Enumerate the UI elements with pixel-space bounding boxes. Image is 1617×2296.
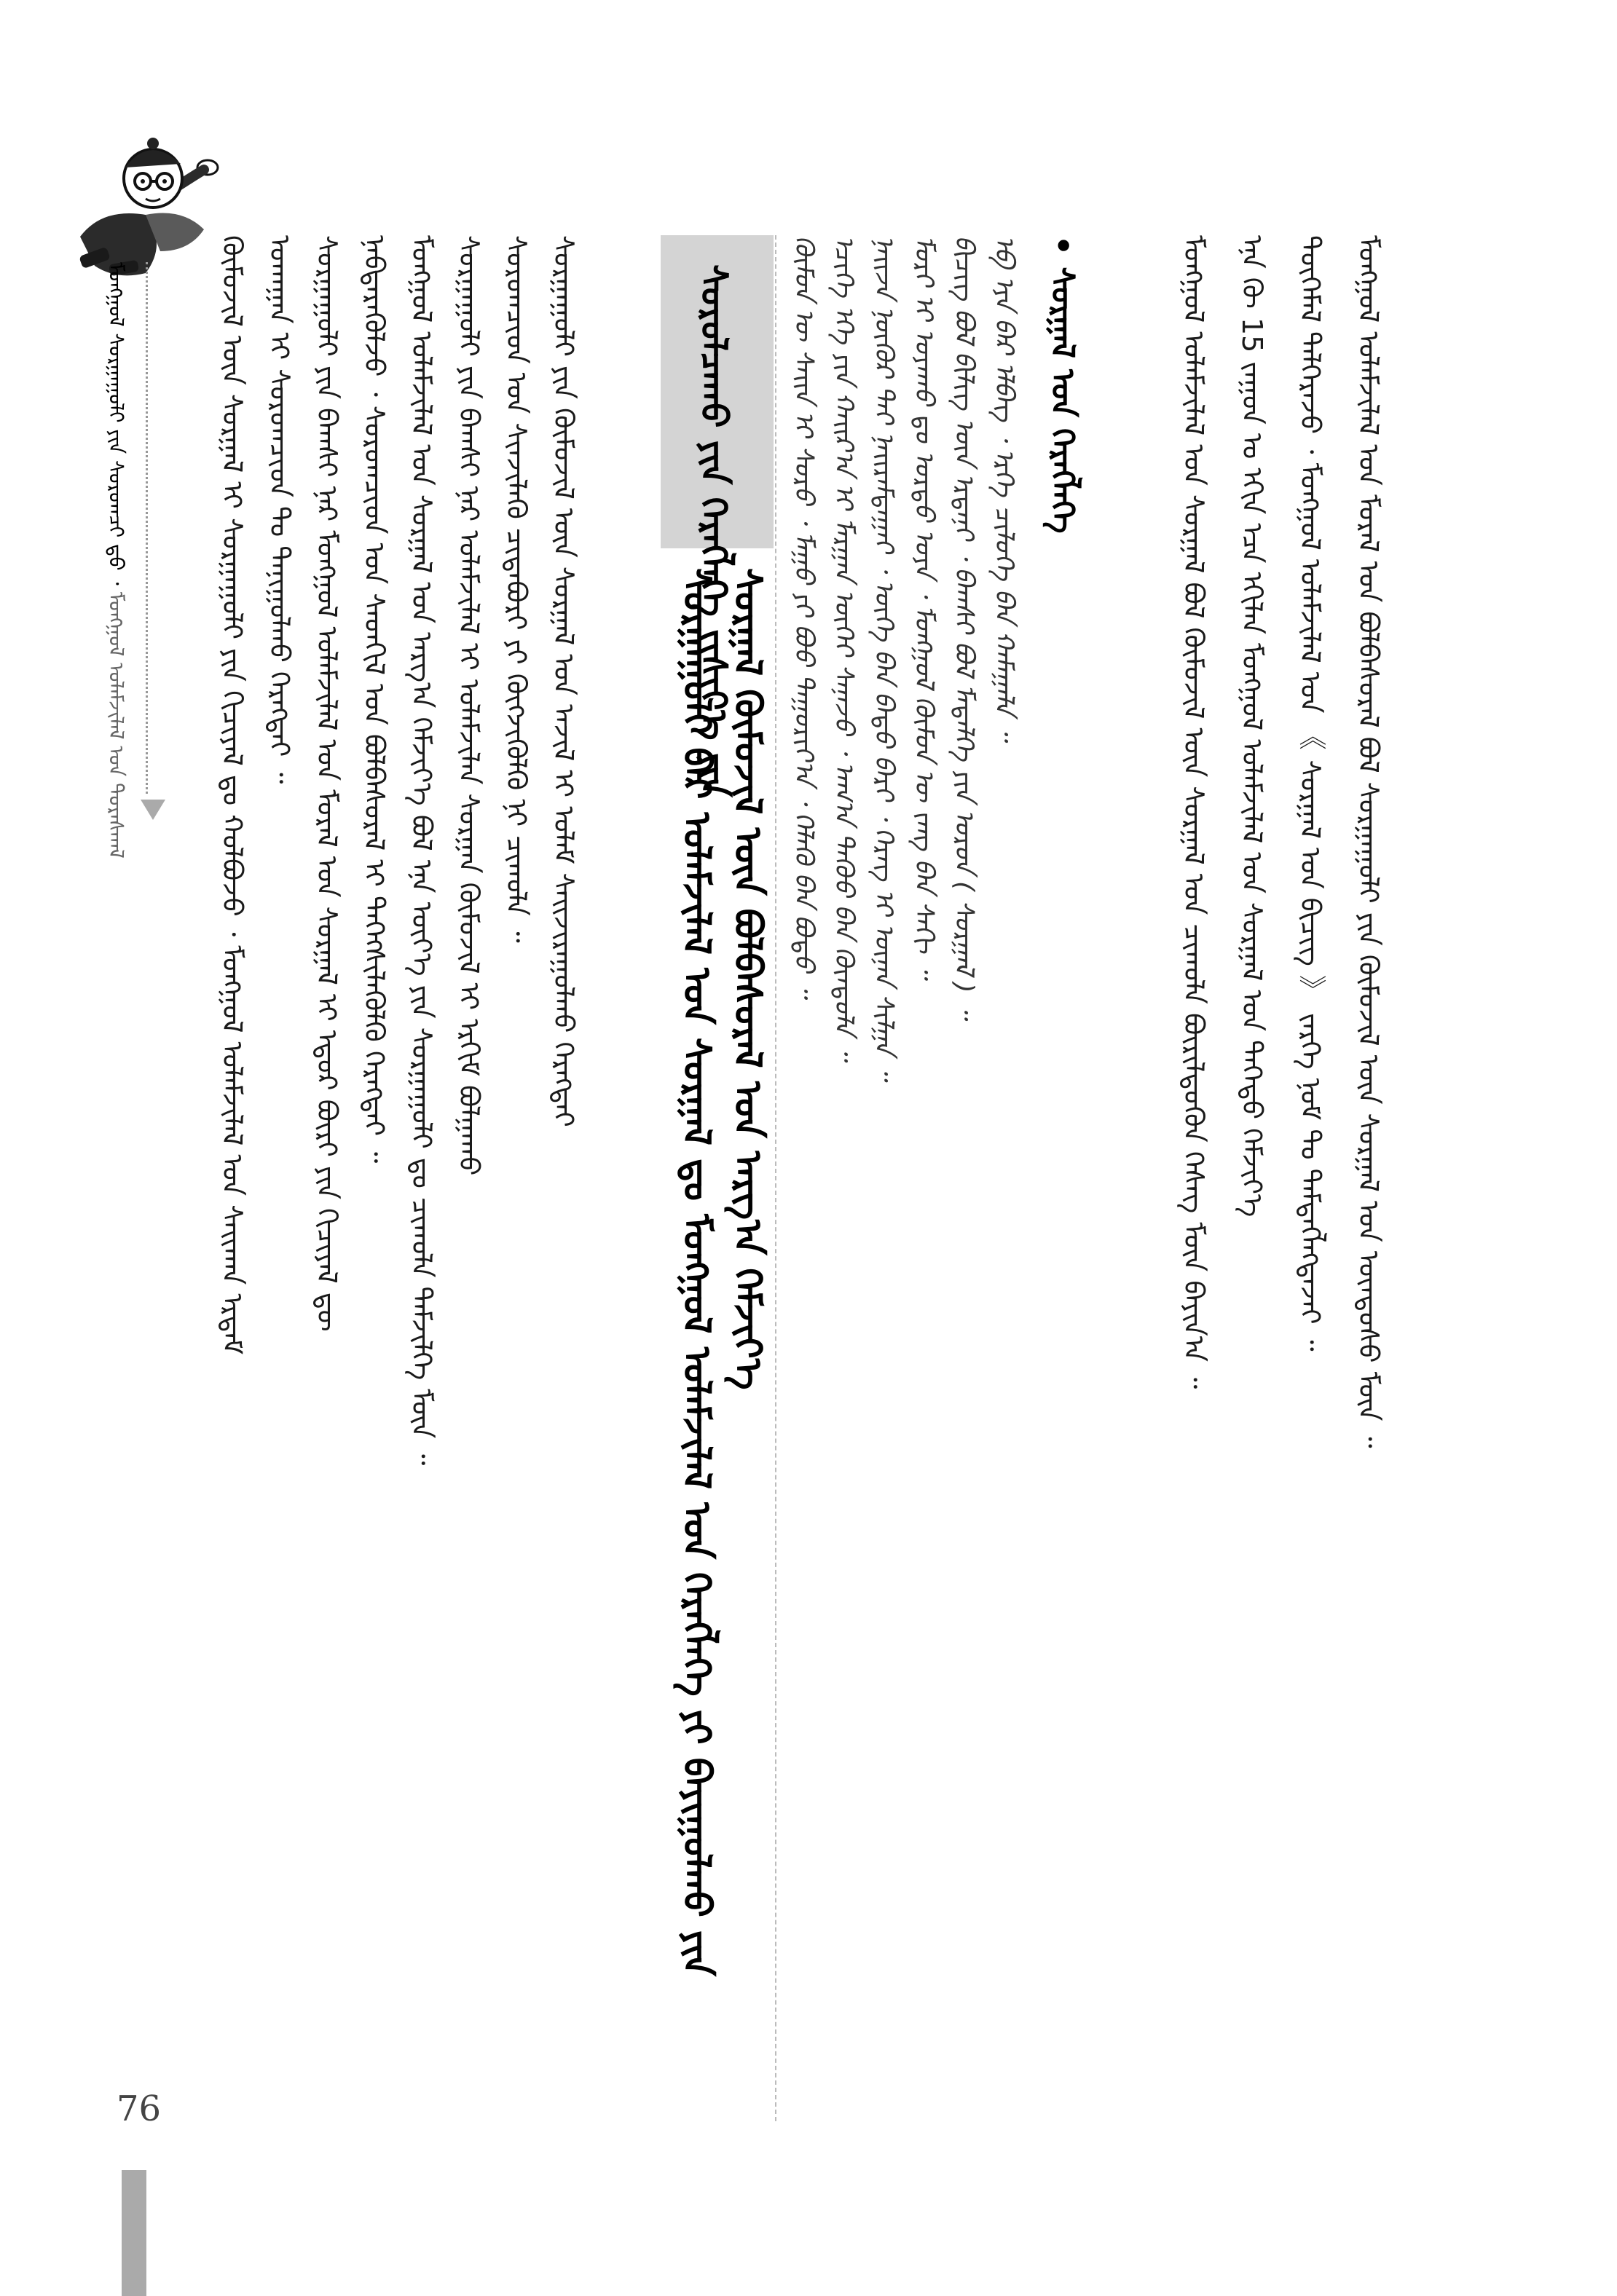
running-head-chapter: ᠮᠣᠩᠭᠣᠯ ᠤᠯᠠᠮᠵᠢᠯᠠᠯ ᠤᠨ ᠳᠤᠷᠠᠰᠬᠠᠯ <box>104 591 128 859</box>
body-right-line-2: ᠡᠨᠡ ᠬᠦ 15 ᠵᠠᠭᠤᠨ ᠤ ᠡᠬᠢᠨ ᠡᠴᠡ ᠡᠬᠢᠯᠡᠨ ᠮᠣᠩᠭᠣᠯ ᠤᠯᠠᠮᠵᠢᠯᠠᠯ ᠤᠨ ᠰᠤᠷᠭᠠᠯ ᠤᠨ ᠳᠡᠭᠡᠳᠦ ᠬᠡᠮᠵᠢᠶ᠎ᠡ <box>1236 235 1268 1218</box>
section-heading: • ᠰᠤᠷᠭᠠᠯ ᠤᠨ ᠬᠡᠷᠡᠭᠯᠡᠭᠡ <box>1044 235 1081 534</box>
body-left-line-6: ᠰᠤᠷᠭᠠᠭᠤᠯᠢ ᠶᠢᠨ ᠪᠠᠭᠰᠢ ᠨᠠᠷ ᠤᠯᠠᠮᠵᠢᠯᠠᠯ ᠢ ᠤᠯᠠᠮᠵᠢᠯᠠᠨ ᠰᠤᠷᠭᠠᠨ ᠬᠥᠮᠦᠵᠢᠯ ᠢ ᠡᠷᠬᠢᠮ ᠪᠣᠯᠭᠠᠬᠤ <box>453 235 485 1176</box>
running-head <box>98 262 134 859</box>
verse-line-1: ᠬᠦᠮᠦᠨ ᠦ ᠰᠠᠢᠨ ᠢ ᠰᠤᠷᠤ ᠂ ᠮᠠᠭᠤ ᠶᠢ ᠪᠤᠤ ᠳᠠᠭᠤᠷᠢᠶ᠎ᠠ ᠂ ᠬᠡᠯᠡᠬᠦ ᠪᠡᠨ ᠪᠣᠳᠣ ᠃ <box>789 235 819 998</box>
body-left-line-3: ᠰᠤᠷᠭᠠᠭᠤᠯᠢ ᠶᠢᠨ ᠪᠠᠭᠰᠢ ᠨᠠᠷ ᠮᠣᠩᠭᠣᠯ ᠤᠯᠠᠮᠵᠢᠯᠠᠯ ᠤᠨ ᠮᠣᠷᠠᠯ ᠤᠨ ᠰᠤᠷᠭᠠᠯ ᠢ ᠡᠳᠦᠷ ᠪᠦᠷᠢ ᠶᠢᠨ ᠬᠢᠴᠢᠶᠡᠯ ᠳᠦ <box>311 235 343 1332</box>
verse-separator-line <box>775 235 776 2121</box>
verse-line-5: ᠪᠢᠴᠢᠭ ᠪᠣᠯ ᠪᠢᠯᠢᠭ ᠦᠨ ᠡᠷᠳᠡᠨᠢ ᠂ ᠪᠠᠭᠰᠢ ᠪᠣᠯ ᠮᠡᠳᠡᠯᠭᠡ ᠶᠢᠨ ᠣᠷᠣᠨ ( ᠰᠤᠷᠭᠠᠯ ) ᠃ <box>949 235 979 1019</box>
running-head-book: ᠮᠣᠩᠭᠣᠯ ᠰᠤᠷᠭᠠᠭᠤᠯᠢ ᠶᠢᠨ ᠰᠤᠷᠤᠭᠴᠢ ᠳ᠋ᠤ ᠂ <box>104 262 128 585</box>
margin-dotted-line <box>146 262 148 794</box>
verse-line-3: ᠨᠠᠢᠵᠠ ᠨᠥᠬᠦᠷ ᠲᠠᠢ ᠨᠠᠢᠷᠠᠮᠳᠠᠭᠠᠢ ᠂ ᠦᠭᠡ ᠪᠡᠨ ᠪᠠᠲᠤ ᠪᠠᠷᠢ ᠂ ᠬᠡᠷᠡᠭ ᠢ ᠦᠨᠡᠨ ᠰᠢᠯᠭᠠ ᠃ <box>869 235 899 1080</box>
body-left-line-1: ᠬᠦᠮᠦᠵᠢᠯ ᠦᠨ ᠰᠤᠷᠭᠠᠯ ᠢ ᠰᠤᠷᠭᠠᠭᠤᠯᠢ ᠶᠢᠨ ᠬᠢᠴᠢᠶᠡᠯ ᠳᠤ ᠬᠣᠯᠪᠣᠵᠤ ᠂ ᠮᠣᠩᠭᠣᠯ ᠤᠯᠠᠮᠵᠢᠯᠠᠯ ᠤᠨ ᠰᠠᠢᠬᠠᠨ ᠡᠷᠳᠡᠮ <box>216 235 248 1355</box>
body-right-line-3: ᠲᠦᠭᠡᠮᠡᠯ ᠳᠡᠯᠭᠡᠷᠡᠵᠦ ᠂ ᠮᠣᠩᠭᠣᠯ ᠤᠯᠠᠮᠵᠢᠯᠠᠯ ᠤᠨ 《 ᠰᠤᠷᠭᠠᠯ ᠤᠨ ᠪᠢᠴᠢᠭ 》 ᠵᠡᠷᠭᠡ ᠨᠣᠮ ᠲᠤ ᠲᠡᠮᠳᠡᠭᠯᠡᠭᠳᠡᠵᠡᠢ ᠃ <box>1294 235 1326 1352</box>
body-left-line-2: ᠤᠬᠠᠭᠠᠨ ᠢ ᠰᠤᠷᠤᠭᠴᠢᠳ ᠲᠤ ᠲᠠᠨᠢᠭᠤᠯᠬᠤ ᠬᠡᠷᠡᠭᠲᠡᠢ ᠃ <box>264 235 296 784</box>
page-edge-bar <box>122 2170 146 2296</box>
section-tag-label: ᠰᠤᠷᠤᠯᠴᠠᠬᠤ ᠶᠢᠨ ᠬᠡᠷᠡᠭᠯᠡᠭᠡ ᠵᠢᠱᠢᠶ᠎ᠡ ᠶᠢᠨ <box>693 264 735 797</box>
margin-triangle-marker <box>141 800 165 820</box>
heading-line-1: ᠰᠤᠷᠭᠠᠭᠤᠯᠢ ᠪᠠᠷ ᠤᠯᠠᠮᠵᠢᠯᠠᠯ ᠤᠨ ᠰᠤᠷᠭᠠᠯ ᠳᠤ ᠮᠣᠩᠭᠣᠯ ᠤᠯᠠᠮᠵᠢᠯᠠᠯ ᠤᠨ ᠬᠡᠷᠡᠭᠯᠡᠭᠡ ᠶᠢ ᠪᠠᠶᠢᠭᠤᠯᠬᠤ ᠶᠢᠨ <box>674 568 718 1976</box>
heading-line-2: ᠰᠤᠷᠭᠠᠯ ᠬᠦᠮᠦᠵᠢᠯ ᠦᠨ ᠪᠣᠯᠪᠠᠰᠤᠷᠠᠯ ᠤᠨ ᠠᠷᠭ᠎ᠠ ᠬᠡᠮᠵᠢᠶ᠎ᠡ <box>725 568 769 1390</box>
body-right-line-4: ᠮᠣᠩᠭᠣᠯ ᠤᠯᠠᠮᠵᠢᠯᠠᠯ ᠤᠨ ᠮᠣᠷᠠᠯ ᠤᠨ ᠪᠣᠯᠪᠠᠰᠤᠷᠠᠯ ᠪᠣᠯ ᠰᠤᠷᠭᠠᠭᠤᠯᠢ ᠶᠢᠨ ᠬᠦᠮᠦᠵᠢᠯ ᠦᠨ ᠰᠤᠷᠭᠠᠯ ᠤᠨ ᠦᠨᠳᠦᠰᠦ ᠮᠥᠨ ᠃ <box>1353 235 1385 1448</box>
verse-line-6: ᠡᠪ ᠡᠶᠡ ᠪᠡᠷ ᠡᠯᠪᠡᠭ ᠂ ᠡᠷᠬᠡ ᠴᠢᠯᠥᠭᠡ ᠪᠡᠨ ᠬᠠᠮᠠᠭᠠᠯᠠ ᠃ <box>989 235 1019 741</box>
body-left-line-5: ᠮᠣᠩᠭᠣᠯ ᠤᠯᠠᠮᠵᠢᠯᠠᠯ ᠤᠨ ᠰᠤᠷᠭᠠᠯ ᠤᠨ ᠠᠷᠭ᠎ᠠ ᠬᠡᠮᠵᠢᠶ᠎ᠡ ᠪᠣᠯ ᠡᠨᠡ ᠦᠶ᠎ᠡ ᠶᠢᠨ ᠰᠤᠷᠭᠠᠭᠤᠯᠢ ᠳᠤ ᠴᠢᠬᠤᠯᠠ ᠳᠡᠮᠵᠢᠯᠭᠡ ᠮᠥᠨ ᠃ <box>406 235 438 1466</box>
body-left-line-4: ᠨᠡᠪᠲᠡᠷᠡᠭᠦᠯᠵᠦ ᠂ ᠰᠤᠷᠤᠭᠴᠢᠳ ᠤᠨ ᠰᠡᠳᠬᠢᠯ ᠤᠨ ᠪᠣᠯᠪᠠᠰᠤᠷᠠᠯ ᠢ ᠳᠡᠭᠡᠭ᠌ᠰᠢᠯᠡᠭᠦᠯᠬᠦ ᠬᠡᠷᠡᠭᠲᠡᠢ ᠃ <box>358 235 390 1164</box>
section-tag-box <box>661 235 774 797</box>
body-left-line-8: ᠰᠤᠷᠭᠠᠭᠤᠯᠢ ᠶᠢᠨ ᠬᠦᠮᠦᠵᠢᠯ ᠦᠨ ᠰᠤᠷᠭᠠᠯ ᠤᠨ ᠠᠵᠢᠯ ᠢ ᠤᠯᠠᠮ ᠰᠠᠢᠵᠢᠷᠠᠭᠤᠯᠬᠤ ᠬᠡᠷᠡᠭᠲᠡᠢ <box>548 235 580 1127</box>
body-right-line-1: ᠮᠣᠩᠭᠣᠯ ᠤᠯᠠᠮᠵᠢᠯᠠᠯ ᠤᠨ ᠰᠤᠷᠭᠠᠯ ᠪᠣᠯ ᠬᠦᠮᠦᠵᠢᠯ ᠦᠨ ᠰᠤᠷᠭᠠᠯ ᠤᠨ ᠴᠢᠬᠤᠯᠠ ᠪᠦᠷᠢᠯᠳᠦᠬᠦᠨ ᠬᠡᠰᠡᠭ ᠮᠥᠨ ᠪᠠᠶᠢᠨ᠎ᠠ ᠃ <box>1178 235 1210 1389</box>
verse-line-4: ᠮᠣᠷᠢ ᠢ ᠤᠶᠠᠬᠤ ᠳᠤ ᠤᠷᠲᠤ ᠤᠶᠠ ᠂ ᠮᠣᠩᠭᠣᠯ ᠬᠦᠮᠦᠨ ᠦ ᠵᠠᠩ ᠪᠡᠨ ᠰᠠᠬᠢ ᠃ <box>909 235 939 979</box>
body-left-line-7: ᠰᠤᠷᠤᠭᠴᠢᠳ ᠤᠨ ᠰᠢᠨᠵᠢᠯᠡᠬᠦ ᠴᠢᠳᠠᠪᠤᠷᠢ ᠶᠢ ᠬᠥᠭᠵᠢᠭᠦᠯᠬᠦ ᠨᠢ ᠴᠢᠬᠤᠯᠠ ᠃ <box>500 235 532 943</box>
page-number: 76 <box>117 2088 162 2129</box>
verse-line-2: ᠡᠴᠢᠭᠡ ᠡᠬᠡ ᠶᠢᠨ ᠬᠠᠢᠷ᠎ᠠ ᠢ ᠮᠠᠷᠭᠠᠨ ᠦᠭᠡᠢ ᠰᠠᠨᠠᠵᠤ ᠂ ᠠᠬ᠎ᠠ ᠳᠡᠭᠦᠦ ᠪᠡᠨ ᠬᠦᠨᠳᠦᠯᠡ ᠃ <box>829 235 859 1060</box>
